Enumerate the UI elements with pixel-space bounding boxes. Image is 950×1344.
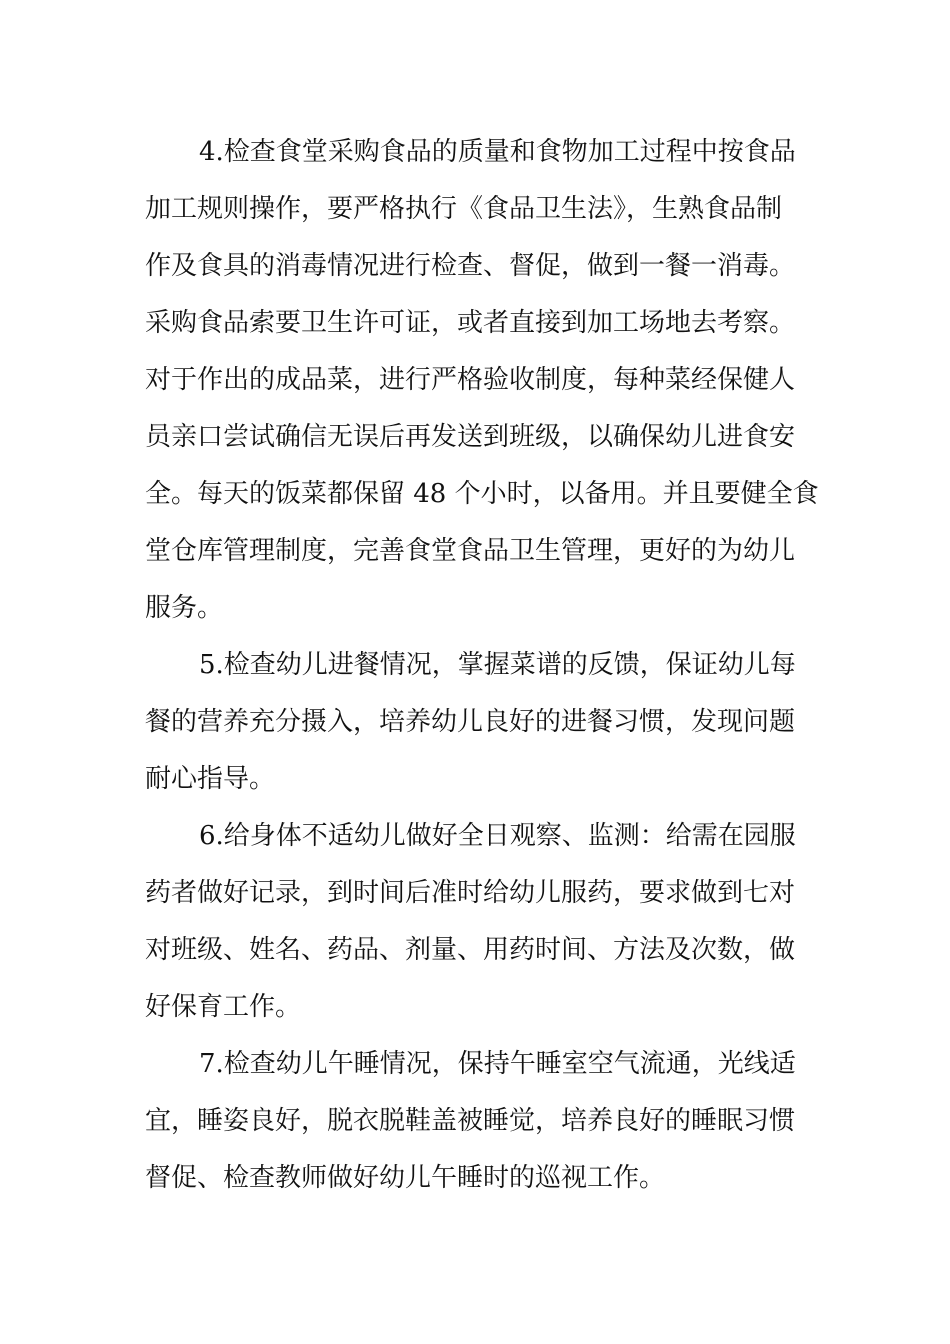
paragraph-6	[145, 808, 805, 1036]
text-line: 对班级、姓名、药品、剂量、用药时间、方法及次数，做	[145, 935, 796, 965]
paragraph-7	[145, 1036, 805, 1207]
text-line: 堂仓库管理制度，完善食堂食品卫生管理，更好的为幼儿	[145, 536, 796, 566]
text-line: 5.检查幼儿进餐情况，掌握菜谱的反馈，保证幼儿每	[199, 650, 796, 680]
text-line: 采购食品索要卫生许可证，或者直接到加工场地去考察。	[145, 308, 796, 338]
paragraph-5	[145, 637, 805, 808]
text-line: 耐心指导。	[145, 764, 276, 794]
document-body	[145, 124, 819, 1207]
text-line: 员亲口尝试确信无误后再发送到班级，以确保幼儿进食安	[145, 422, 796, 452]
text-line: 药者做好记录，到时间后准时给幼儿服药，要求做到七对	[145, 878, 796, 908]
text-line: 餐的营养充分摄入，培养幼儿良好的进餐习惯，发现问题	[145, 707, 796, 737]
text-line: 4.检查食堂采购食品的质量和食物加工过程中按食品	[199, 137, 796, 167]
text-line: 加工规则操作，要严格执行《食品卫生法》，生熟食品制	[145, 194, 783, 224]
text-line: 作及食具的消毒情况进行检查、督促，做到一餐一消毒。	[145, 251, 796, 281]
text-line: 督促、检查教师做好幼儿午睡时的巡视工作。	[145, 1163, 666, 1193]
text-line: 7.检查幼儿午睡情况，保持午睡室空气流通，光线适	[199, 1049, 796, 1079]
text-line: 好保育工作。	[145, 992, 302, 1022]
text-line: 服务。	[145, 593, 224, 623]
text-line: 宜，睡姿良好，脱衣脱鞋盖被睡觉，培养良好的睡眠习惯	[145, 1106, 796, 1136]
paragraph-4	[145, 124, 819, 637]
text-line: 对于作出的成品菜，进行严格验收制度，每种菜经保健人	[145, 365, 796, 395]
text-line: 6.给身体不适幼儿做好全日观察、监测：给需在园服	[199, 821, 796, 851]
text-line: 全。每天的饭菜都保留 48 个小时，以备用。并且要健全食	[145, 479, 819, 509]
